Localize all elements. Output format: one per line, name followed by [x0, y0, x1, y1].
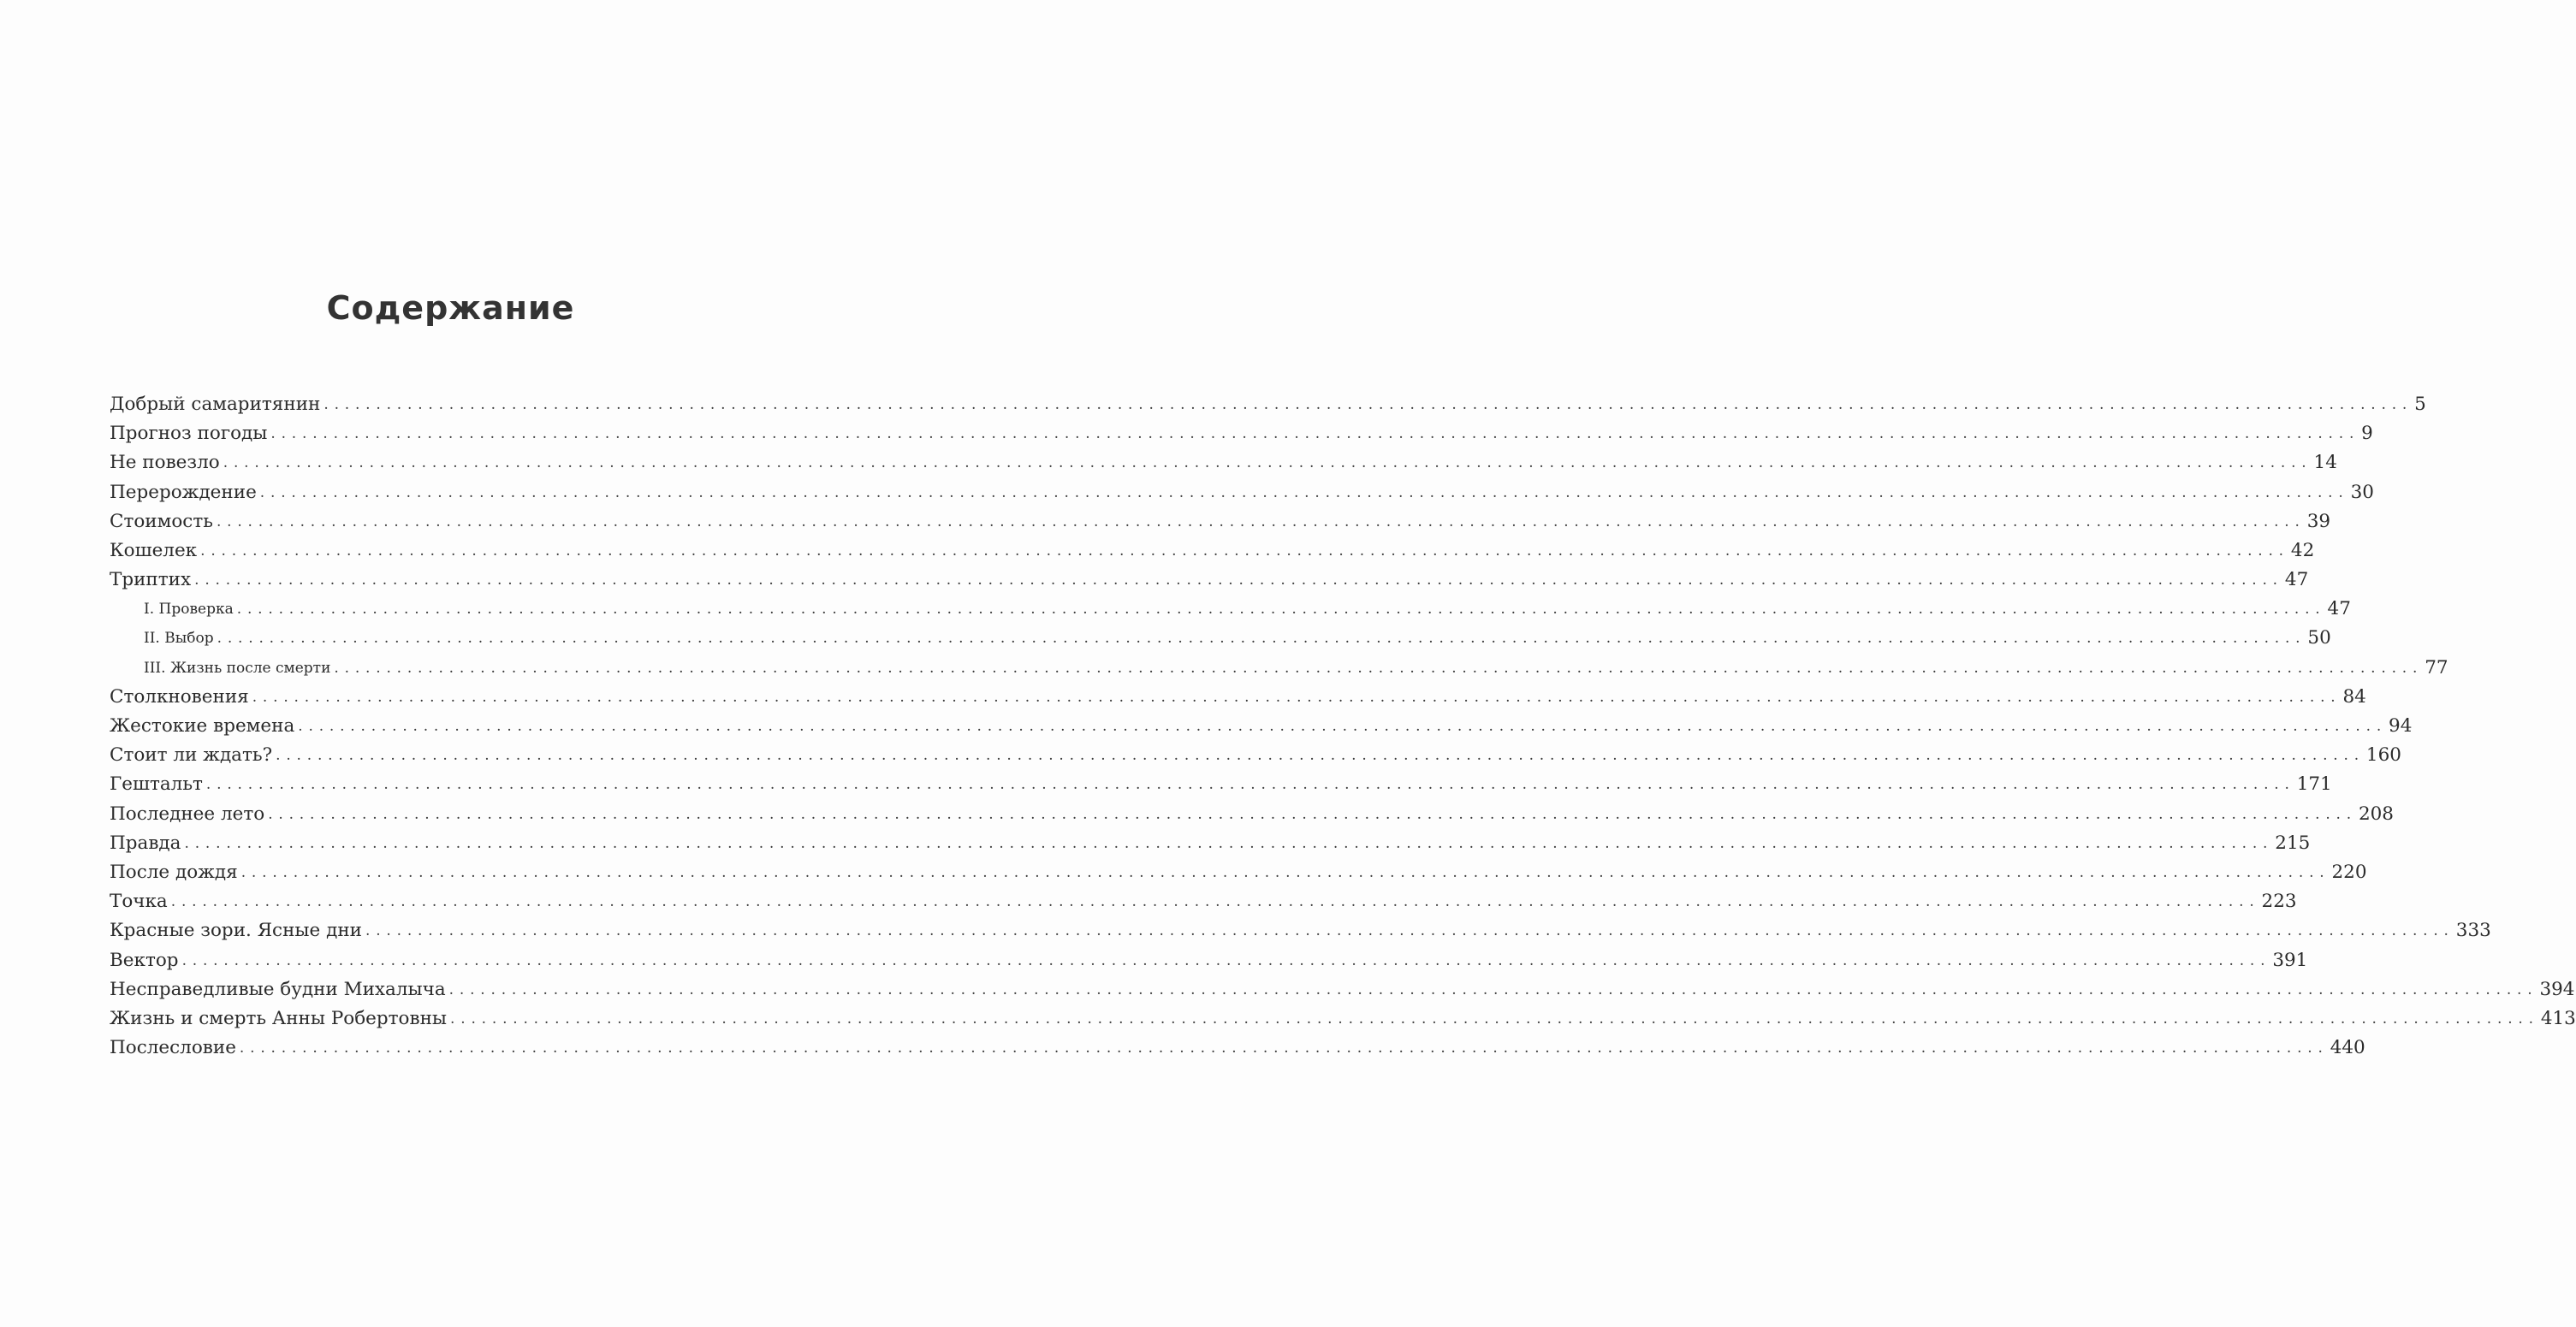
dot-leader: ........................................................................................................................................................................................................ [252, 688, 2342, 706]
toc-page-number: 333 [2455, 920, 2491, 942]
toc-page-number: 47 [2327, 598, 2351, 620]
dot-leader: ........................................................................................................................................................................................................ [276, 747, 2365, 765]
dot-leader: ........................................................................................................................................................................................................ [323, 395, 2413, 413]
dot-leader: ........................................................................................................................................................................................................ [194, 572, 2283, 589]
dot-leader: ........................................................................................................................................................................................................ [181, 951, 2271, 969]
toc-page-number: 50 [2307, 627, 2331, 649]
toc-entry [110, 975, 2575, 1004]
toc-entry [110, 858, 2367, 887]
toc-entry-title: Кошелек [110, 536, 200, 566]
toc-entry [110, 741, 2401, 770]
toc-subentry [110, 654, 2448, 683]
toc-entry-title: Несправедливые будни Михалыча [110, 975, 449, 1004]
dot-leader: ........................................................................................................................................................................................................ [223, 454, 2312, 472]
toc-entry-title: I. Проверка [144, 595, 237, 624]
toc-entry [110, 1004, 2576, 1034]
toc-page-number: 391 [2272, 949, 2308, 971]
toc-entry-title: Триптих [110, 566, 194, 595]
dot-leader: ........................................................................................................................................................................................................ [217, 630, 2306, 648]
toc-page-number: 84 [2342, 685, 2366, 708]
toc-entry-title: Последнее лето [110, 800, 268, 829]
dot-leader: ........................................................................................................................................................................................................ [365, 922, 2454, 940]
toc-entry-title: Стоит ли ждать? [110, 741, 276, 770]
dot-leader: ........................................................................................................................................................................................................ [200, 542, 2289, 560]
toc-entry-title: Правда [110, 829, 185, 858]
toc-entry [110, 390, 2426, 419]
toc-page-number: 413 [2540, 1007, 2576, 1029]
toc-entry-title: Стоимость [110, 507, 217, 536]
toc-page-number: 171 [2296, 773, 2332, 796]
toc-page-number: 77 [2425, 656, 2448, 678]
toc-entry-title: Перерождение [110, 478, 260, 507]
dot-leader: ........................................................................................................................................................................................................ [216, 512, 2306, 530]
toc-page-number: 39 [2306, 510, 2331, 532]
dot-leader: ........................................................................................................................................................................................................ [240, 863, 2330, 881]
toc-page-number: 440 [2330, 1037, 2365, 1059]
toc-page-number: 394 [2539, 978, 2575, 1000]
dot-leader: ........................................................................................................................................................................................................ [259, 483, 2349, 501]
toc-entry-title: Не повезло [110, 448, 223, 477]
dot-leader: ........................................................................................................................................................................................................ [268, 805, 2357, 823]
toc-entry-title: Прогноз погоды [110, 419, 270, 448]
dot-leader: ........................................................................................................................................................................................................ [298, 718, 2388, 736]
dot-leader: ........................................................................................................................................................................................................ [205, 776, 2295, 794]
dot-leader: ........................................................................................................................................................................................................ [239, 1040, 2329, 1057]
dot-leader: ........................................................................................................................................................................................................ [334, 659, 2424, 677]
toc-entry-title: Жестокие времена [110, 712, 298, 741]
toc-entry [110, 419, 2373, 448]
toc-entry [110, 800, 2394, 829]
toc-entry-title: Гештальт [110, 770, 206, 799]
toc-page-number: 208 [2358, 803, 2394, 825]
toc-entry [110, 566, 2309, 595]
toc-entry [110, 448, 2337, 477]
toc-entry-title: Добрый самаритянин [110, 390, 323, 419]
dot-leader: ........................................................................................................................................................................................................ [170, 893, 2260, 911]
toc-entry [110, 712, 2413, 741]
dot-leader: ........................................................................................................................................................................................................ [270, 425, 2360, 443]
dot-leader: ........................................................................................................................................................................................................ [184, 834, 2274, 852]
toc-entry [110, 683, 2366, 712]
toc-entry [110, 536, 2315, 566]
toc-entry [110, 770, 2332, 799]
toc-entry [110, 946, 2308, 975]
toc-page-number: 223 [2261, 891, 2297, 913]
toc-page-number: 47 [2284, 569, 2309, 591]
toc-subentry [110, 625, 2331, 654]
toc-entry-title: Красные зори. Ясные дни [110, 916, 365, 945]
toc-entry-title: После дождя [110, 858, 241, 887]
toc-page-number: 9 [2361, 423, 2373, 445]
toc-entry-title: Послесловие [110, 1034, 240, 1063]
table-of-contents [110, 390, 2576, 1063]
toc-page-number: 94 [2389, 715, 2413, 738]
toc-entry [110, 1034, 2365, 1063]
toc-entry-title: II. Выбор [144, 624, 217, 653]
toc-page-number: 5 [2414, 393, 2426, 415]
dot-leader: ........................................................................................................................................................................................................ [236, 601, 2326, 619]
toc-page-number: 30 [2350, 481, 2374, 503]
toc-entry-title: Жизнь и смерть Анны Робертовны [110, 1004, 450, 1034]
toc-entry [110, 829, 2311, 858]
toc-entry [110, 507, 2331, 536]
toc-page-number: 14 [2313, 452, 2337, 474]
toc-entry-title: III. Жизнь после смерти [144, 654, 334, 683]
dot-leader: ........................................................................................................................................................................................................ [448, 980, 2538, 998]
page-title: Содержание [326, 289, 575, 327]
dot-leader: ........................................................................................................................................................................................................ [450, 1010, 2539, 1028]
toc-page-number: 160 [2365, 744, 2401, 767]
toc-entry-title: Столкновения [110, 683, 252, 712]
toc-page-number: 215 [2275, 832, 2311, 854]
toc-entry-title: Вектор [110, 946, 182, 975]
toc-entry [110, 887, 2297, 916]
toc-entry [110, 916, 2491, 945]
toc-subentry [110, 595, 2351, 624]
toc-entry-title: Точка [110, 887, 171, 916]
toc-page-number: 42 [2290, 539, 2315, 561]
toc-entry [110, 478, 2374, 507]
toc-page-number: 220 [2331, 861, 2367, 883]
